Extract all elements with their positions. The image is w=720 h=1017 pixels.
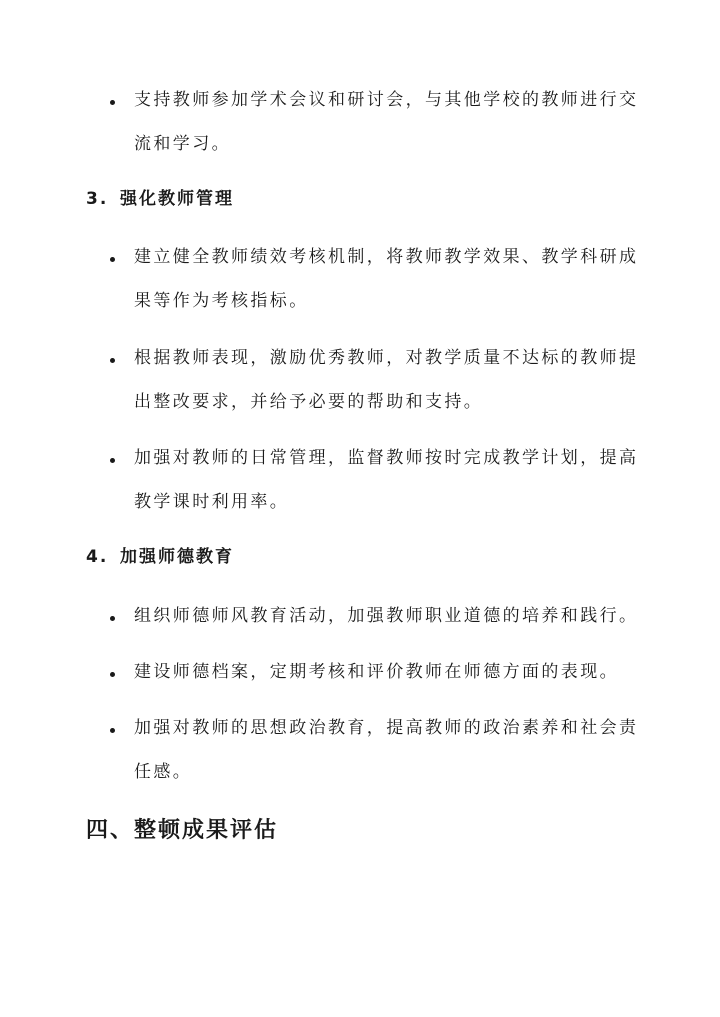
chapter-heading: 四、整顿成果评估: [86, 818, 279, 843]
list-item-text: 支持教师参加学术会议和研讨会，与其他学校的教师进行交: [134, 90, 639, 110]
section-heading-3: [86, 187, 234, 211]
list-item-text: 加强对教师的思想政治教育，提高教师的政治素养和社会责: [134, 718, 639, 738]
list-item-text: 果等作为考核指标。: [134, 291, 309, 311]
bullet-dot-icon: [110, 458, 115, 463]
section-number: 4.: [86, 547, 109, 567]
bullet-dot-icon: [110, 100, 115, 105]
section-title: 强化教师管理: [120, 189, 234, 209]
bullet-dot-icon: [110, 728, 115, 733]
list-item-text: 任感。: [134, 762, 193, 782]
list-item-text: 组织师德师风教育活动，加强教师职业道德的培养和践行。: [134, 606, 639, 626]
list-item-text: 流和学习。: [134, 134, 231, 154]
section-title: 加强师德教育: [120, 547, 234, 567]
bullet-dot-icon: [110, 257, 115, 262]
list-item-text: 建设师德档案，定期考核和评价教师在师德方面的表现。: [134, 662, 619, 682]
list-item-text: 建立健全教师绩效考核机制，将教师教学效果、教学科研成: [134, 247, 639, 267]
section-heading-4: [86, 545, 234, 569]
list-item-text: 出整改要求，并给予必要的帮助和支持。: [134, 392, 484, 412]
list-item-text: 根据教师表现，激励优秀教师，对教学质量不达标的教师提: [134, 348, 639, 368]
bullet-dot-icon: [110, 616, 115, 621]
list-item-text: 教学课时利用率。: [134, 492, 290, 512]
bullet-dot-icon: [110, 358, 115, 363]
section-number: 3.: [86, 189, 109, 209]
bullet-dot-icon: [110, 672, 115, 677]
list-item-text: 加强对教师的日常管理，监督教师按时完成教学计划，提高: [134, 448, 639, 468]
